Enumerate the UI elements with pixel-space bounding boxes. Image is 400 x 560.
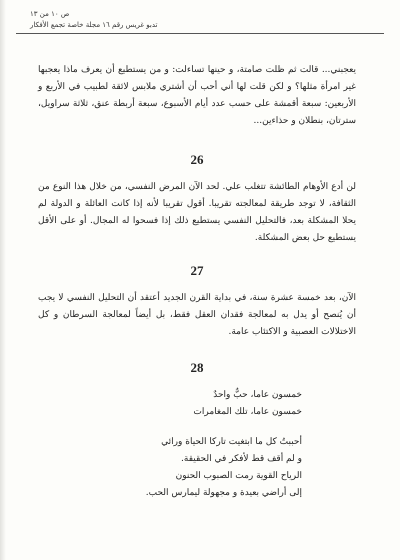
poem-line: و لم أقف قط لأفكر في الحقيقة. — [181, 454, 302, 464]
header-rule — [16, 33, 384, 34]
section-number-27: 27 — [190, 263, 204, 278]
section-27-paragraph: الآن، بعد خمسة عشرة سنة، في بداية القرن الجديد أعتقد أن التحليل النفسي لا يجب أن يُنصح أو يدل به لمعالجة فقدان العقل فقط، بل أيضاً لمعالجة السرطان و كل الاختلالات العصبية و الاكتئاب عامة. — [38, 293, 356, 337]
poem-line: خمسون عاما، تلك المغامرات — [193, 407, 302, 417]
poem-line: خمسون عاما، حبٌّ واحدٌ — [213, 390, 302, 400]
document-body — [38, 62, 356, 502]
section-number-28: 28 — [190, 360, 204, 375]
intro-paragraph: يعجبني... قالت ثم ظلت صامتة، و حينها تساءلت: و من يستطيع أن يعرف ماذا يعجبها غير امرأة مثلها؟ و لكن قلت لها أني أحب أن أشتري ملابس لائقة لطبيب في الأربع و الأربعين: سبعة أقمشة على حسب عدد أيام الأسبوع، سبعة أربطة عنق، ثلاثة سراويل، سترتان، بنطلان و حذاءين... — [38, 65, 356, 126]
page-number: ص ١٠ من ١٣ — [30, 10, 70, 18]
poem-line: الرياح القوية رمت الصبوب الحنون — [175, 471, 302, 481]
poem-line: إلى أراضي بعيدة و مجهولة ليمارس الحب. — [145, 488, 302, 498]
running-title: تدبو غريس رقم ١٦ مجلة خاصة تجمع الأفكار — [30, 21, 158, 29]
section-number-26: 26 — [190, 152, 204, 167]
poem-line: أحببتُ كل ما ابتغيت تاركا الحياة ورائي — [161, 437, 302, 447]
section-26-paragraph: لن أدع الأوهام الطائشة تتغلب علي. لحد الآن المرض النفسي، من خلال هذا النوع من الثقافة، لا توجد طريقة لمعالجته تقريبا. أقول تقريبا لأنه إذا كانت العائلة و الدولة لم يحلا المشكلة بعد، فالتحليل النفسي يستطيع ذلك إذا فسحوا له المجال. أو على الأقل يستطيع حل بعض المشكلة. — [38, 182, 356, 243]
poem-stanza-2 — [38, 434, 356, 502]
poem-stanza-1 — [38, 387, 356, 421]
page-edge-shadow — [0, 0, 6, 560]
page-header — [16, 10, 384, 40]
